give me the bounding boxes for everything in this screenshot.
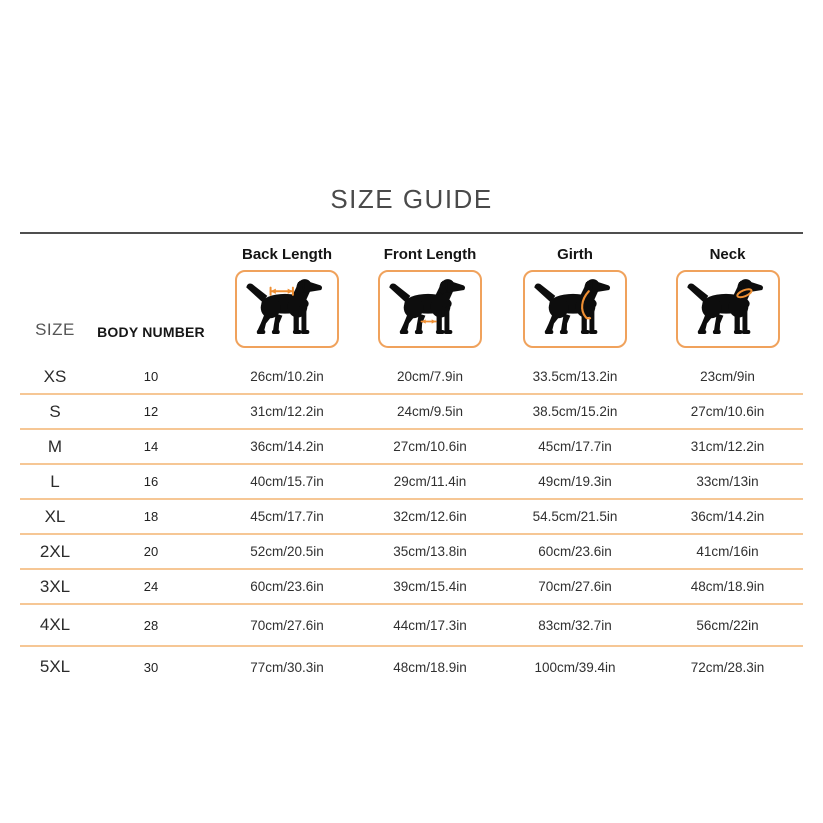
front-length-column-header-cell xyxy=(362,242,498,348)
back-length-cell: 40cm/15.7in xyxy=(250,474,324,489)
size-cell: M xyxy=(47,436,63,456)
back-length-cell: 70cm/27.6in xyxy=(250,617,324,633)
body-number-cell: 16 xyxy=(143,474,159,489)
size-cell: 4XL xyxy=(39,615,71,634)
neck-cell: 41cm/16in xyxy=(696,544,759,559)
body-number-cell: 20 xyxy=(143,544,159,559)
body-number-column-header: BODY NUMBER xyxy=(97,324,205,340)
girth-column-header: Girth xyxy=(557,246,593,263)
neck-cell: 48cm/18.9in xyxy=(690,579,765,594)
dog-neck-icon xyxy=(676,270,780,348)
dog-back-length-icon xyxy=(235,270,339,348)
body-number-cell: 10 xyxy=(143,369,159,384)
neck-cell: 72cm/28.3in xyxy=(690,659,765,675)
front-length-cell: 20cm/7.9in xyxy=(396,369,464,384)
girth-cell: 83cm/32.7in xyxy=(538,617,612,633)
neck-column-header: Neck xyxy=(709,246,746,263)
table-row xyxy=(20,647,803,687)
header-divider xyxy=(20,232,803,234)
size-cell: 2XL xyxy=(39,541,71,561)
body-number-cell: 30 xyxy=(143,659,159,675)
size-cell: L xyxy=(50,471,60,491)
table-row xyxy=(20,360,803,395)
front-length-cell: 32cm/12.6in xyxy=(393,509,467,524)
neck-cell: 56cm/22in xyxy=(696,617,759,633)
size-column-header-cell xyxy=(20,242,90,348)
girth-cell: 45cm/17.7in xyxy=(538,439,612,454)
table-row xyxy=(20,465,803,500)
neck-cell: 23cm/9in xyxy=(700,369,755,384)
back-length-cell: 45cm/17.7in xyxy=(250,509,324,524)
table-row xyxy=(20,570,803,605)
page-title: SIZE GUIDE xyxy=(330,184,493,214)
neck-cell: 31cm/12.2in xyxy=(690,439,765,454)
back-length-column-header: Back Length xyxy=(241,246,332,263)
body-number-column-header-cell xyxy=(90,242,212,348)
front-length-cell: 24cm/9.5in xyxy=(396,404,464,419)
size-column-header: SIZE xyxy=(35,320,75,339)
body-number-cell: 24 xyxy=(143,579,159,594)
body-number-cell: 18 xyxy=(143,509,159,524)
body-number-cell: 12 xyxy=(143,404,159,419)
back-length-cell: 60cm/23.6in xyxy=(250,579,324,594)
front-length-cell: 48cm/18.9in xyxy=(393,659,467,675)
girth-cell: 60cm/23.6in xyxy=(538,544,612,559)
table-header xyxy=(20,242,803,348)
neck-cell: 27cm/10.6in xyxy=(690,404,765,419)
girth-cell: 100cm/39.4in xyxy=(534,659,616,675)
girth-cell: 54.5cm/21.5in xyxy=(532,509,618,524)
size-cell: 5XL xyxy=(39,657,71,676)
body-number-cell: 28 xyxy=(143,617,159,633)
front-length-cell: 27cm/10.6in xyxy=(393,439,467,454)
girth-cell: 70cm/27.6in xyxy=(538,579,612,594)
size-cell: XL xyxy=(44,506,66,526)
front-length-cell: 35cm/13.8in xyxy=(393,544,467,559)
front-length-cell: 39cm/15.4in xyxy=(393,579,467,594)
table-row xyxy=(20,535,803,570)
back-length-cell: 26cm/10.2in xyxy=(250,369,324,384)
neck-cell: 36cm/14.2in xyxy=(690,509,765,524)
back-length-cell: 31cm/12.2in xyxy=(250,404,324,419)
back-length-column-header-cell xyxy=(212,242,362,348)
back-length-cell: 36cm/14.2in xyxy=(250,439,324,454)
front-length-column-header: Front Length xyxy=(383,246,477,263)
size-cell: XS xyxy=(43,366,67,386)
table-row xyxy=(20,605,803,647)
front-length-cell: 29cm/11.4in xyxy=(393,474,467,489)
girth-cell: 49cm/19.3in xyxy=(538,474,612,489)
table-row xyxy=(20,500,803,535)
body-number-cell: 14 xyxy=(143,439,159,454)
dog-girth-icon xyxy=(523,270,627,348)
neck-cell: 33cm/13in xyxy=(696,474,759,489)
girth-cell: 38.5cm/15.2in xyxy=(532,404,618,419)
size-table-body xyxy=(20,360,803,687)
size-cell: 3XL xyxy=(39,576,71,596)
table-row xyxy=(20,395,803,430)
girth-cell: 33.5cm/13.2in xyxy=(532,369,618,384)
table-row xyxy=(20,430,803,465)
back-length-cell: 77cm/30.3in xyxy=(250,659,324,675)
front-length-cell: 44cm/17.3in xyxy=(393,617,467,633)
size-cell: S xyxy=(49,401,61,421)
back-length-cell: 52cm/20.5in xyxy=(250,544,324,559)
neck-column-header-cell xyxy=(652,242,803,348)
dog-front-length-icon xyxy=(378,270,482,348)
girth-column-header-cell xyxy=(498,242,652,348)
